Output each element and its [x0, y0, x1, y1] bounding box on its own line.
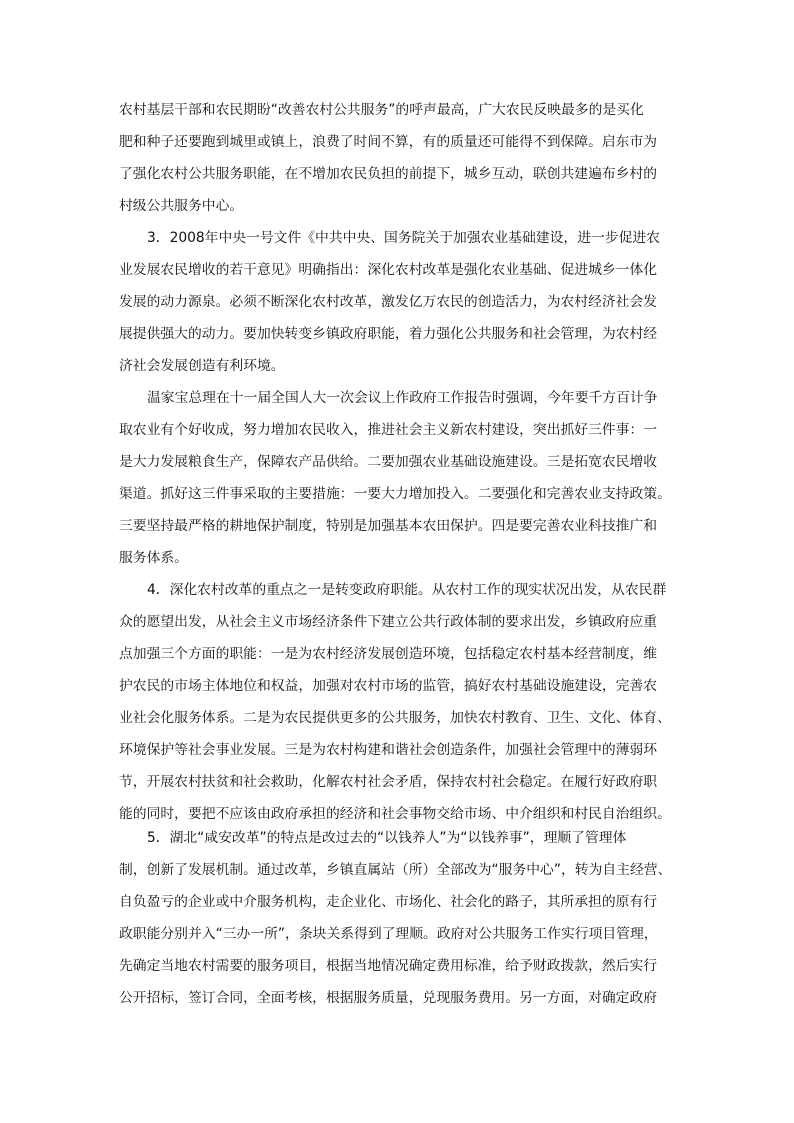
text-line: 了强化农村公共服务职能，在不增加农民负担的前提下，城乡互动，联创共建遍布乡村的 [119, 166, 658, 182]
paragraph-item-5 [119, 822, 679, 1014]
text-line: 3．2008年中央一号文件《中共中央、国务院关于加强农业基础建设，进一步促进农 [147, 230, 660, 246]
text-line: 点加强三个方面的职能：一是为农村经济发展创造环境，包括稳定农村基本经营制度，维 [119, 646, 658, 662]
text-line: 三要坚持最严格的耕地保护制度，特别是加强基本农田保护。四是要完善农业科技推广和 [119, 518, 658, 534]
text-line: 业社会化服务体系。二是为农民提供更多的公共服务，加快农村教育、卫生、文化、体育、 [119, 710, 671, 726]
text-line: 公开招标，签订合同，全面考核，根据服务质量，兑现服务费用。另一方面，对确定政府 [119, 990, 658, 1006]
text-line: 政职能分别并入“三办一所”，条块关系得到了理顺。政府对公共服务工作实行项目管理， [119, 926, 658, 942]
text-line: 服务体系。 [119, 550, 188, 566]
text-line: 环境保护等社会事业发展。三是为农村构建和谐社会创造条件，加强社会管理中的薄弱环 [119, 742, 658, 758]
text-line: 展提供强大的动力。要加快转变乡镇政府职能，着力强化公共服务和社会管理，为农村经 [119, 326, 658, 342]
text-line: 自负盈亏的企业或中介服务机构，走企业化、市场化、社会化的路子，其所承担的原有行 [119, 894, 658, 910]
text-line: 4．深化农村改革的重点之一是转变政府职能。从农村工作的现实状况出发，从农民群 [147, 582, 667, 598]
text-line: 是大力发展粮食生产，保障农产品供给。二要加强农业基础设施建设。三是拓宽农民增收 [119, 454, 658, 470]
paragraph-item-4 [119, 574, 679, 830]
text-line: 济社会发展创造有利环境。 [119, 358, 285, 374]
text-line: 村级公共服务中心。 [119, 198, 244, 214]
text-line: 先确定当地农村需要的服务项目，根据当地情况确定费用标准，给予财政拨款，然后实行 [119, 958, 658, 974]
text-line: 渠道。抓好这三件事采取的主要措施：一要大力增加投入。二要强化和完善农业支持政策。 [119, 486, 671, 502]
text-line: 能的同时，要把不应该由政府承担的经济和社会事物交给市场、中介组织和村民自治组织。 [119, 806, 671, 822]
text-line: 温家宝总理在十一届全国人大一次会议上作政府工作报告时强调，今年要千方百计争 [147, 390, 658, 406]
text-line: 取农业有个好收成，努力增加农民收入，推进社会主义新农村建设，突出抓好三件事：一 [119, 422, 658, 438]
text-line: 制，创新了发展机制。通过改革，乡镇直属站（所）全部改为“服务中心”，转为自主经营、 [119, 862, 672, 878]
paragraph-item-3 [119, 222, 679, 382]
text-line: 业发展农民增收的若干意见》明确指出：深化农村改革是强化农业基础、促进城乡一体化 [119, 262, 658, 278]
text-line: 护农民的市场主体地位和权益，加强对农村市场的监管，搞好农村基础设施建设，完善农 [119, 678, 658, 694]
text-line: 节，开展农村扶贫和社会救助，化解农村社会矛盾，保持农村社会稳定。在履行好政府职 [119, 774, 658, 790]
text-line: 农村基层干部和农民期盼“改善农村公共服务”的呼声最高，广大农民反映最多的是买化 [119, 102, 644, 118]
text-line: 肥和种子还要跑到城里或镇上，浪费了时间不算，有的质量还可能得不到保障。启东市为 [119, 134, 658, 150]
paragraph-rural-service-demand [119, 94, 679, 222]
text-line: 5．湖北“咸安改革”的特点是改过去的“以钱养人”为“以钱养事”，理顺了管理体 [147, 830, 627, 846]
paragraph-premier-report [119, 382, 679, 574]
text-line: 发展的动力源泉。必须不断深化农村改革，激发亿万农民的创造活力，为农村经济社会发 [119, 294, 658, 310]
text-line: 众的愿望出发，从社会主义市场经济条件下建立公共行政体制的要求出发，乡镇政府应重 [119, 614, 658, 630]
